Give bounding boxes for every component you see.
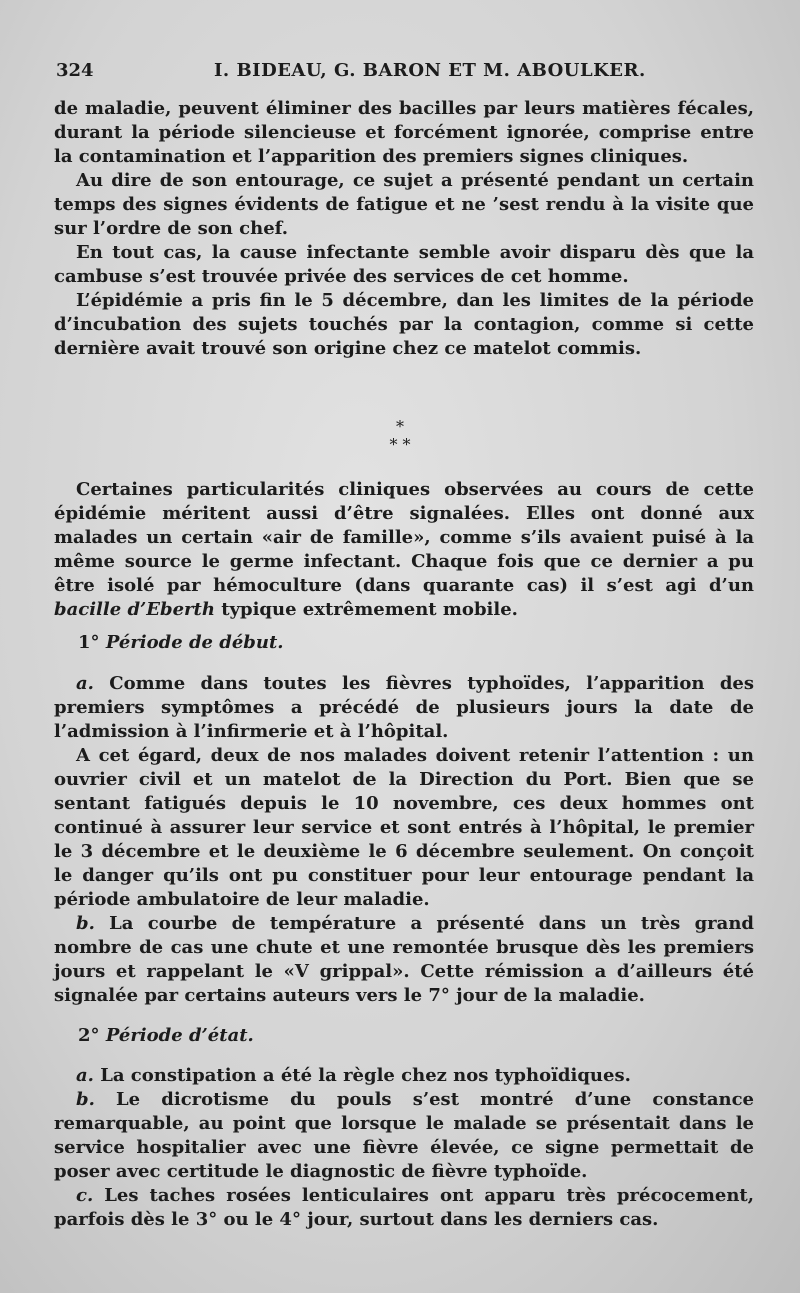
section-number: 1° xyxy=(78,632,100,653)
paragraph xyxy=(54,912,754,1008)
paragraph: A cet égard, deux de nos malades doivent retenir l’attention : un ouvrier civil et un matelot de la Direction du Port. Bien que se sentant fatigués depuis le 10 novembre, ces deux hommes ont continué à assurer leur service et sont entrés à l’hôpital, le premier le 3 décembre et le deuxième le 6 décembre seulement. On conçoit le danger qu’ils ont pu constituer pour leur entourage pendant la période ambulatoire de leur maladie. xyxy=(54,745,754,910)
paragraph: L’épidémie a pris fin le 5 décembre, dan les limites de la période d’incubation des sujets touchés par la contagion, comme si cette dernière avait trouvé son origine chez ce matelot commis. xyxy=(54,290,754,359)
paragraph-text: La courbe de température a présenté dans un très grand nombre de cas une chute et une remontée brusque dès les premiers jours et rappelant le «V grippal». Cette rémission a d’ailleurs été signalée par certains auteurs vers le 7° jour de la maladie. xyxy=(54,913,754,1006)
section-heading-1 xyxy=(78,632,284,653)
item-label: b. xyxy=(76,913,95,934)
item-label: b. xyxy=(76,1089,95,1110)
paragraph-text: Chaque fois que ce dernier a pu être isolé par hémoculture (dans quarante cas) il s’est agi d’un xyxy=(54,551,754,596)
section-heading-2 xyxy=(78,1025,254,1046)
paragraph: En tout cas, la cause infectante semble avoir disparu dès que la cambuse s’est trouvée privée des services de cet homme. xyxy=(54,242,754,287)
paragraph-text: typique extrêmement mobile. xyxy=(214,599,518,620)
paragraph xyxy=(54,478,754,622)
section-title: Période d’état. xyxy=(105,1025,254,1046)
paragraph-text: Comme dans toutes les fièvres typhoïdes, l’apparition des premiers symptômes a précédé de plusieurs jours la date de l’admission à l’infirmerie et à l’hôpital. xyxy=(54,673,754,742)
italic-term: bacille d’Eberth xyxy=(54,599,215,620)
text-block-2 xyxy=(54,478,754,622)
text-block-4 xyxy=(54,1064,754,1232)
paragraph: de maladie, peuvent éliminer des bacilles par leurs matières fécales, durant la période silencieuse et forcément ignorée, comprise entre la contamination et l’apparition des premiers signes cliniques. xyxy=(54,98,754,167)
page-number: 324 xyxy=(56,60,94,81)
item-label: c. xyxy=(76,1185,94,1206)
asterism-top: * xyxy=(396,417,404,436)
asterism-separator xyxy=(370,418,430,454)
paragraph-text: Les taches rosées lenticulaires ont apparu très précocement, parfois dès le 3° ou le 4° jour, surtout dans les derniers cas. xyxy=(54,1185,754,1230)
paragraph-text: Certaines particularités cliniques observées au cours de cette épidémie méritent aussi d’être signalées. Elles ont donné aux malades un certain «air de famille», comme s’ils avaient puisé à la même source le germe infectant. xyxy=(54,479,754,572)
asterism-bottom: * * xyxy=(389,435,411,454)
paragraph xyxy=(54,1184,754,1232)
paragraph xyxy=(54,1088,754,1184)
paragraph: Au dire de son entourage, ce sujet a présenté pendant un certain temps des signes évidents de fatigue et ne ’sest rendu à la visite que sur l’ordre de son chef. xyxy=(54,170,754,239)
text-block-1 xyxy=(54,97,754,361)
item-label: a. xyxy=(76,1065,94,1086)
text-block-3 xyxy=(54,672,754,1008)
section-number: 2° xyxy=(78,1025,100,1046)
section-title: Période de début. xyxy=(105,632,284,653)
paragraph-text: Le dicrotisme du pouls s’est montré d’une constance remarquable, au point que lorsque le malade se présentait dans le service hospitalier avec une fièvre élevée, ce signe permettait de poser avec certitude le diagnostic de fièvre typhoïde. xyxy=(54,1089,754,1182)
item-label: a. xyxy=(76,673,94,694)
paragraph-text: La constipation a été la règle chez nos typhoïdiques. xyxy=(93,1065,631,1086)
paragraph xyxy=(54,672,754,744)
running-head: I. BIDEAU, G. BARON ET M. ABOULKER. xyxy=(214,60,646,81)
paragraph xyxy=(54,1064,754,1088)
page-header xyxy=(56,60,760,86)
